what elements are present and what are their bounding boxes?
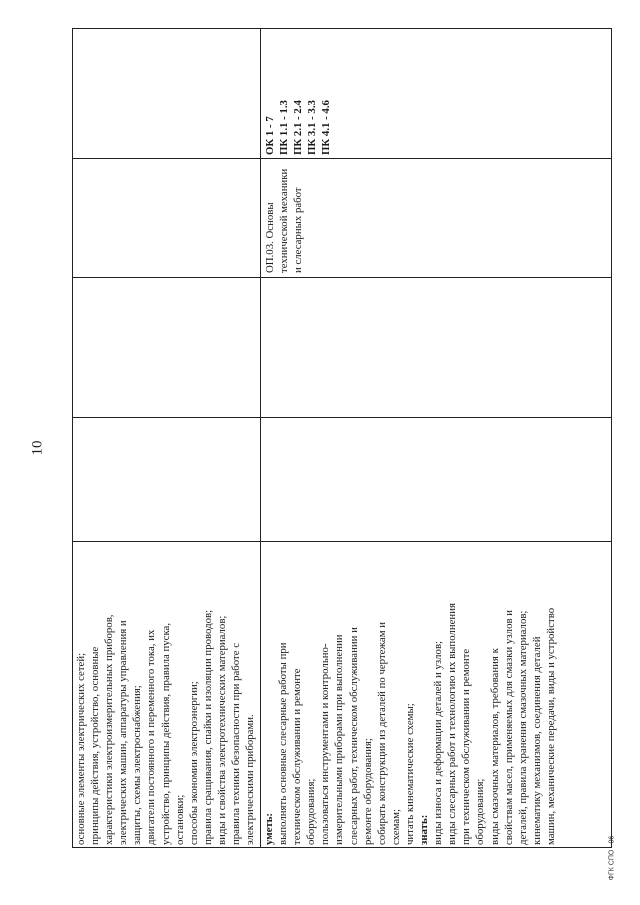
text-line: слесарных работ, техническом обслуживании и — [347, 627, 360, 845]
text-line: свойствам масел, применяемых для смазки узлов и — [502, 609, 515, 845]
text-line: электрическими приборами. — [244, 714, 257, 845]
column-divider — [73, 158, 260, 159]
discipline-cell — [263, 169, 305, 273]
column-divider — [261, 277, 611, 278]
text-line: двигатели постоянного и переменного тока, их — [145, 629, 158, 845]
table-row — [260, 28, 612, 848]
column-divider — [261, 541, 611, 542]
text-line: и слесарных работ — [292, 187, 305, 273]
column-divider — [261, 847, 611, 848]
text-line: защиты, схемы электроснабжения; — [131, 685, 144, 845]
text-line: собирать конструкции из деталей по чертежам и — [375, 621, 388, 845]
table-viewport — [72, 28, 612, 848]
text-line: правила техники безопасности при работе с — [230, 642, 243, 845]
text-line: знать: — [418, 814, 431, 845]
text-line: уметь: — [263, 812, 275, 845]
text-line: деталей, правила хранения смазочных материалов; — [516, 610, 529, 845]
text-line: виды смазочных материалов, требования к — [488, 648, 501, 845]
text-line: читать кинематические схемы; — [403, 703, 416, 845]
text-line: ОП.03. Основы — [264, 202, 276, 273]
text-line: ПК 1.1 - 1.3 — [278, 100, 291, 155]
column-divider — [261, 28, 611, 29]
text-line: виды износа и деформации деталей и узлов; — [432, 640, 445, 845]
curriculum-table — [72, 28, 612, 848]
text-line: оборудования; — [474, 778, 487, 845]
text-line: измерительными приборами при выполнении — [333, 634, 346, 845]
text-line: оборудования; — [305, 778, 318, 845]
text-line: остановки; — [173, 794, 186, 845]
text-line: устройство, принципы действия, правила пуска, — [159, 622, 172, 845]
column-divider — [261, 158, 611, 159]
text-line: техническом обслуживании и ремонте — [291, 668, 304, 845]
text-line: ремонте оборудования; — [361, 738, 374, 845]
text-line: основные элементы электрических сетей; — [75, 652, 87, 845]
text-line: характеристики электроизмерительных приборов, — [103, 614, 116, 845]
column-divider — [73, 847, 260, 848]
text-line: виды и свойства электротехнических материалов; — [215, 615, 228, 845]
text-line: технической механики — [278, 168, 291, 273]
text-line: при техническом обслуживании и ремонте — [460, 648, 473, 845]
text-line: ПК 3.1 - 3.3 — [306, 100, 319, 155]
text-line: принципы действия, устройство, основные — [89, 646, 102, 845]
text-line: способы экономии электроэнергии; — [187, 681, 200, 845]
competencies-cell — [263, 100, 333, 155]
text-line: виды слесарных работ и технологию их выполнения — [446, 603, 459, 845]
text-line: пользоваться инструментами и контрольно- — [319, 643, 332, 845]
text-line: ОК 1 - 7 — [264, 116, 276, 155]
column-divider — [261, 417, 611, 418]
skills-knowledge-cell — [262, 603, 558, 845]
footer-form-code: ФГК СПО - 06 — [608, 835, 616, 881]
text-line: электрических машин, аппаратуры управления и — [117, 620, 130, 845]
column-divider — [73, 277, 260, 278]
column-divider — [73, 28, 260, 29]
column-divider — [73, 541, 260, 542]
page-number: 10 — [29, 440, 46, 456]
text-line: ПК 2.1 - 2.4 — [292, 100, 305, 155]
text-line: схемам; — [389, 809, 402, 845]
text-line: выполнять основные слесарные работы при — [277, 642, 290, 845]
table-row — [72, 28, 260, 848]
knowledge-cell — [74, 610, 257, 845]
column-divider — [73, 417, 260, 418]
text-line: кинематику механизмов, соединения деталей — [530, 636, 543, 845]
text-line: правила сращивания, спайки и изоляции проводов; — [201, 609, 214, 845]
text-line: машин, механические передачи, виды и устройство — [544, 607, 557, 845]
text-line: ПК 4.1 - 4.6 — [320, 100, 333, 155]
